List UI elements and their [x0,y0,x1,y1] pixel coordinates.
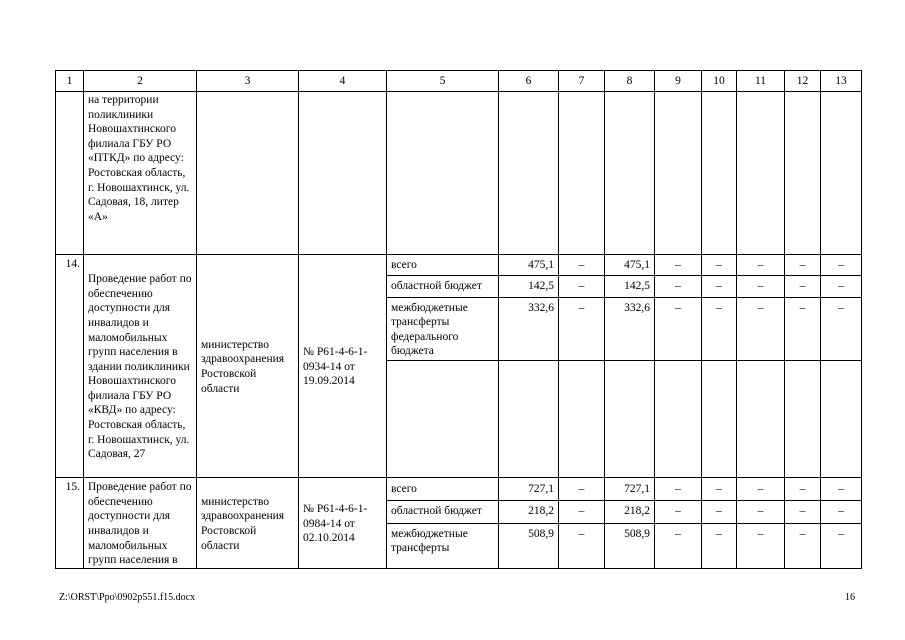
value-cell: – [821,297,862,360]
row-number: 14. [56,255,84,478]
value-cell: – [559,523,605,569]
value-cell: – [821,276,862,297]
col-header: 5 [387,71,499,92]
value-cell: – [702,478,737,501]
value-cell: – [785,255,821,276]
document-cell: № Р61-4-6-1-0934-14 от 19.09.2014 [299,255,387,478]
description-cell: на территории поликлиники Новошахтинского филиала ГБУ РО «ПТКД» по адресу: Ростовская область, г. Новошахтинск, ул. Садовая, 18, литер «А» [84,92,197,255]
value-cell: 475,1 [499,255,559,276]
col-header: 6 [499,71,559,92]
value-cell: – [821,255,862,276]
value-cell: 218,2 [499,500,559,523]
value-cell: – [655,523,702,569]
value-cell: – [821,523,862,569]
col-header: 8 [605,71,655,92]
value-cell: – [737,255,785,276]
col-header: 1 [56,71,84,92]
table-row [56,255,862,276]
value-cell: – [559,297,605,360]
value-cell: – [655,255,702,276]
col-header: 11 [737,71,785,92]
value-cell: 475,1 [605,255,655,276]
description-cell: Проведение работ по обеспечению доступности для инвалидов и маломобильных групп населения в [84,478,197,569]
value-cell: – [737,500,785,523]
source-cell: межбюджетные трансферты федерального бюджета [387,297,499,360]
value-cell: – [785,523,821,569]
value-cell: – [559,276,605,297]
value-cell: 142,5 [499,276,559,297]
value-cell: – [655,297,702,360]
value-cell: – [559,500,605,523]
col-header: 3 [197,71,299,92]
value-cell: – [785,276,821,297]
value-cell: – [655,276,702,297]
description-cell: Проведение работ по обеспечению доступности для инвалидов и маломобильных групп населения в здании поликлиники Новошахтинского филиала ГБУ РО «КВД» по адресу: Ростовская область, г. Новошахтинск, ул. Садовая, 27 [84,255,197,478]
source-cell: всего [387,255,499,276]
value-cell: – [559,478,605,501]
col-header: 12 [785,71,821,92]
ministry-cell: министерство здравоохранения Ростовской области [197,478,299,569]
value-cell: 727,1 [605,478,655,501]
value-cell: – [655,500,702,523]
value-cell: – [702,500,737,523]
value-cell: – [702,255,737,276]
value-cell: – [821,500,862,523]
ministry-cell: министерство здравоохранения Ростовской области [197,255,299,478]
value-cell: – [737,478,785,501]
value-cell: 508,9 [605,523,655,569]
value-cell: – [737,276,785,297]
value-cell: 332,6 [499,297,559,360]
source-cell: областной бюджет [387,500,499,523]
source-cell: областной бюджет [387,276,499,297]
table-row-continuation [56,92,862,255]
col-header: 7 [559,71,605,92]
value-cell: – [559,255,605,276]
value-cell: – [785,297,821,360]
value-cell: – [785,478,821,501]
col-header: 2 [84,71,197,92]
value-cell: – [702,276,737,297]
value-cell: – [702,297,737,360]
value-cell: 218,2 [605,500,655,523]
col-header: 13 [821,71,862,92]
value-cell: – [737,297,785,360]
value-cell: 727,1 [499,478,559,501]
value-cell: – [655,478,702,501]
col-header: 10 [702,71,737,92]
value-cell: – [821,478,862,501]
col-header: 9 [655,71,702,92]
column-number-row [56,71,862,92]
value-cell: – [737,523,785,569]
value-cell: 142,5 [605,276,655,297]
page-number: 16 [845,592,855,603]
value-cell: – [785,500,821,523]
value-cell: 332,6 [605,297,655,360]
row-number: 15. [56,478,84,569]
value-cell: 508,9 [499,523,559,569]
budget-table [55,70,862,569]
source-cell: межбюджетные трансферты [387,523,499,569]
col-header: 4 [299,71,387,92]
table-row [56,478,862,501]
value-cell: – [702,523,737,569]
document-cell: № Р61-4-6-1-0984-14 от 02.10.2014 [299,478,387,569]
source-cell: всего [387,478,499,501]
file-path: Z:\ORST\Ppo\0902p551.f15.docx [59,592,196,603]
